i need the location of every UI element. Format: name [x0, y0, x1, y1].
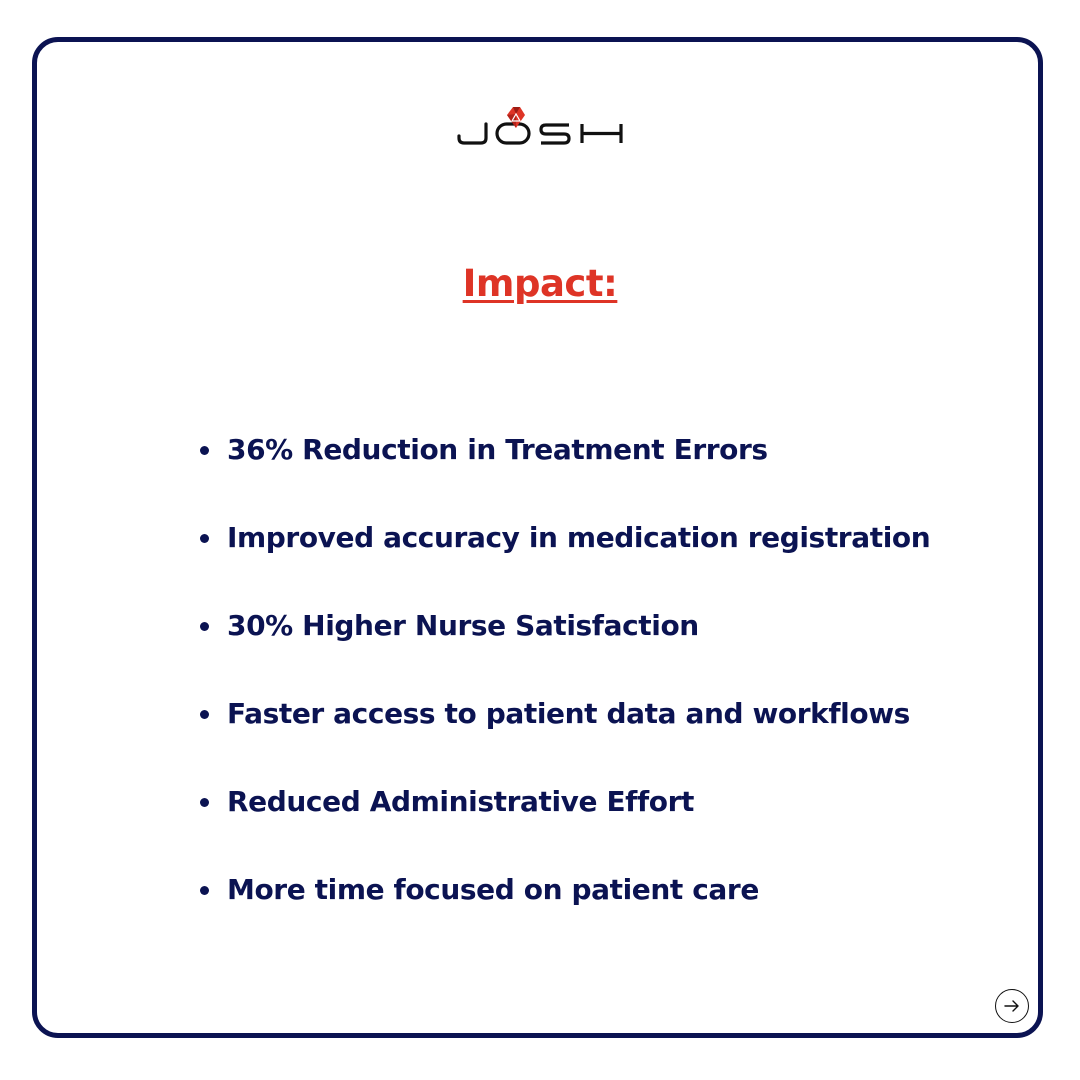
list-item-text: 30% Higher Nurse Satisfaction	[227, 609, 699, 642]
list-item-text: Faster access to patient data and workflows	[227, 697, 910, 730]
impact-list	[197, 430, 997, 958]
list-item	[197, 694, 997, 782]
bullet-dot-icon	[200, 534, 209, 543]
bullet-dot-icon	[200, 886, 209, 895]
bullet-dot-icon	[200, 446, 209, 455]
list-item	[197, 430, 997, 518]
list-item	[197, 782, 997, 870]
list-item	[197, 870, 997, 958]
list-item-text: Improved accuracy in medication registration	[227, 521, 931, 554]
list-item-text: 36% Reduction in Treatment Errors	[227, 433, 768, 466]
bullet-dot-icon	[200, 798, 209, 807]
bullet-dot-icon	[200, 622, 209, 631]
arrow-right-icon	[1003, 998, 1021, 1014]
list-item	[197, 606, 997, 694]
list-item-text: More time focused on patient care	[227, 873, 759, 906]
list-item-text: Reduced Administrative Effort	[227, 785, 694, 818]
page-title: Impact:	[462, 262, 618, 305]
josh-logo	[455, 104, 625, 150]
next-slide-button[interactable]	[995, 989, 1029, 1023]
bullet-dot-icon	[200, 710, 209, 719]
list-item	[197, 518, 997, 606]
